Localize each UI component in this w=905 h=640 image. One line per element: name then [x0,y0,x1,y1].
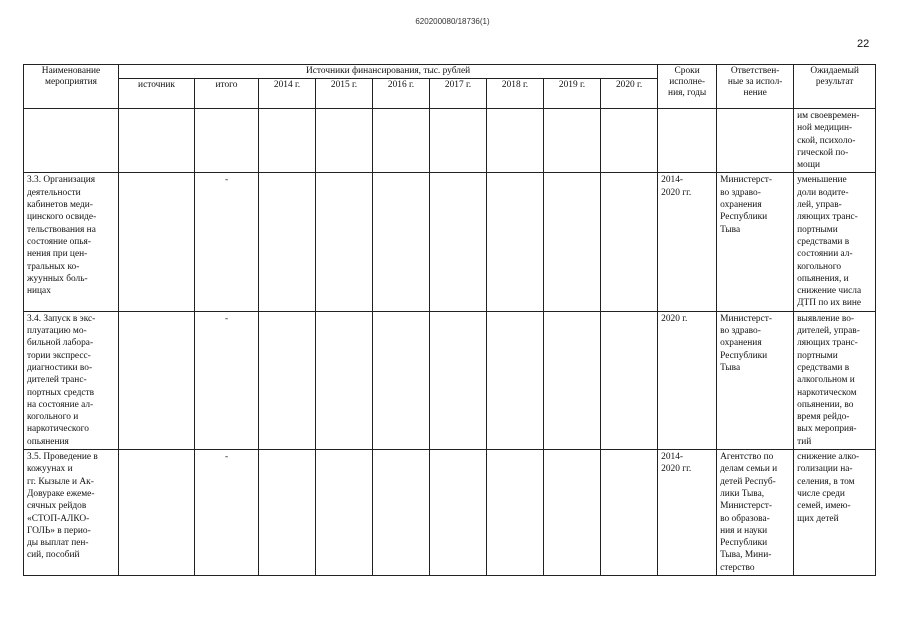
cell-year [430,311,487,449]
cell-year [487,450,544,576]
header-year-2015: 2015 г. [316,79,373,109]
cell-year [373,311,430,449]
header-year-2017: 2017 г. [430,79,487,109]
table-row [24,109,876,173]
cell-year [259,173,316,311]
cell-year [601,450,658,576]
cell-year [373,109,430,173]
cell-responsible [717,109,794,173]
cell-result: выявление во- дителей, управ- ляющих транс- портными средствами в алкогольном и наркотическом опьянении, во время рейдо- вых мероприя- тий [794,311,876,449]
table-header-row [24,65,876,79]
cell-total: - [195,311,259,449]
cell-year [373,450,430,576]
cell-year [259,450,316,576]
cell-year [487,173,544,311]
cell-responsible: Министерст- во здраво- охранения Республики Тыва [717,311,794,449]
cell-year [544,450,601,576]
cell-result: снижение алко- голизации на- селения, в том числе среди семей, имею- щих детей [794,450,876,576]
cell-total [195,109,259,173]
cell-result: им своевремен- ной медицин- ской, психоло- гической по- мощи [794,109,876,173]
cell-name [24,109,119,173]
cell-deadline [658,109,717,173]
table-row [24,450,876,576]
cell-result: уменьшение доли водите- лей, управ- ляющих транс- портными средствами в состоянии ал- когольного опьянения, и снижение числа ДТП по их вине [794,173,876,311]
cell-deadline: 2020 г. [658,311,717,449]
cell-deadline: 2014- 2020 гг. [658,450,717,576]
header-name: Наименование мероприятия [24,65,119,109]
header-year-2020: 2020 г. [601,79,658,109]
cell-source [119,311,195,449]
header-year-2014: 2014 г. [259,79,316,109]
cell-source [119,450,195,576]
cell-year [430,173,487,311]
cell-responsible: Агентство по делам семьи и детей Респуб- лики Тыва, Министерст- во образова- ния и науки Республики Тыва, Мини- стерство [717,450,794,576]
cell-year [373,173,430,311]
cell-source [119,109,195,173]
table-row [24,311,876,449]
header-financing: Источники финансирования, тыс. рублей [119,65,658,79]
header-year-2018: 2018 г. [487,79,544,109]
cell-year [601,173,658,311]
cell-year [544,109,601,173]
cell-year [601,109,658,173]
header-year-2019: 2019 г. [544,79,601,109]
header-deadline: Сроки исполне- ния, годы [658,65,717,109]
cell-name: 3.4. Запуск в экс- плуатацию мо- бильной лабора- тории экспресс- диагностики во- дителей транс- портных средств на состояние ал- когольного и наркотического опьянения [24,311,119,449]
cell-year [430,450,487,576]
cell-year [430,109,487,173]
cell-name: 3.5. Проведение в кожуунах и гг. Кызыле и Ак- Довураке ежеме- сячных рейдов «СТОП-АЛКО- ГОЛЬ» в перио- ды выплат пен- сий, пособий [24,450,119,576]
cell-year [316,311,373,449]
cell-year [316,173,373,311]
header-total: итого [195,79,259,109]
cell-deadline: 2014- 2020 гг. [658,173,717,311]
cell-total: - [195,450,259,576]
cell-year [601,311,658,449]
header-year-2016: 2016 г. [373,79,430,109]
cell-total: - [195,173,259,311]
cell-year [487,311,544,449]
cell-name: 3.3. Организация деятельности кабинетов меди- цинского освиде- тельствования на состояние опья- нения при цен- тральных ко- жуунных боль- ницах [24,173,119,311]
table-row [24,173,876,311]
activities-table [23,64,876,576]
cell-year [259,311,316,449]
header-result: Ожидаемый результат [794,65,876,109]
header-responsible: Ответствен- ные за испол- нение [717,65,794,109]
header-source: источник [119,79,195,109]
document-id: 620200080/18736(1) [415,17,490,26]
cell-year [544,173,601,311]
cell-year [316,109,373,173]
cell-year [259,109,316,173]
cell-year [487,109,544,173]
cell-source [119,173,195,311]
cell-year [544,311,601,449]
cell-responsible: Министерст- во здраво- охранения Республики Тыва [717,173,794,311]
cell-year [316,450,373,576]
page-number: 22 [857,38,870,50]
